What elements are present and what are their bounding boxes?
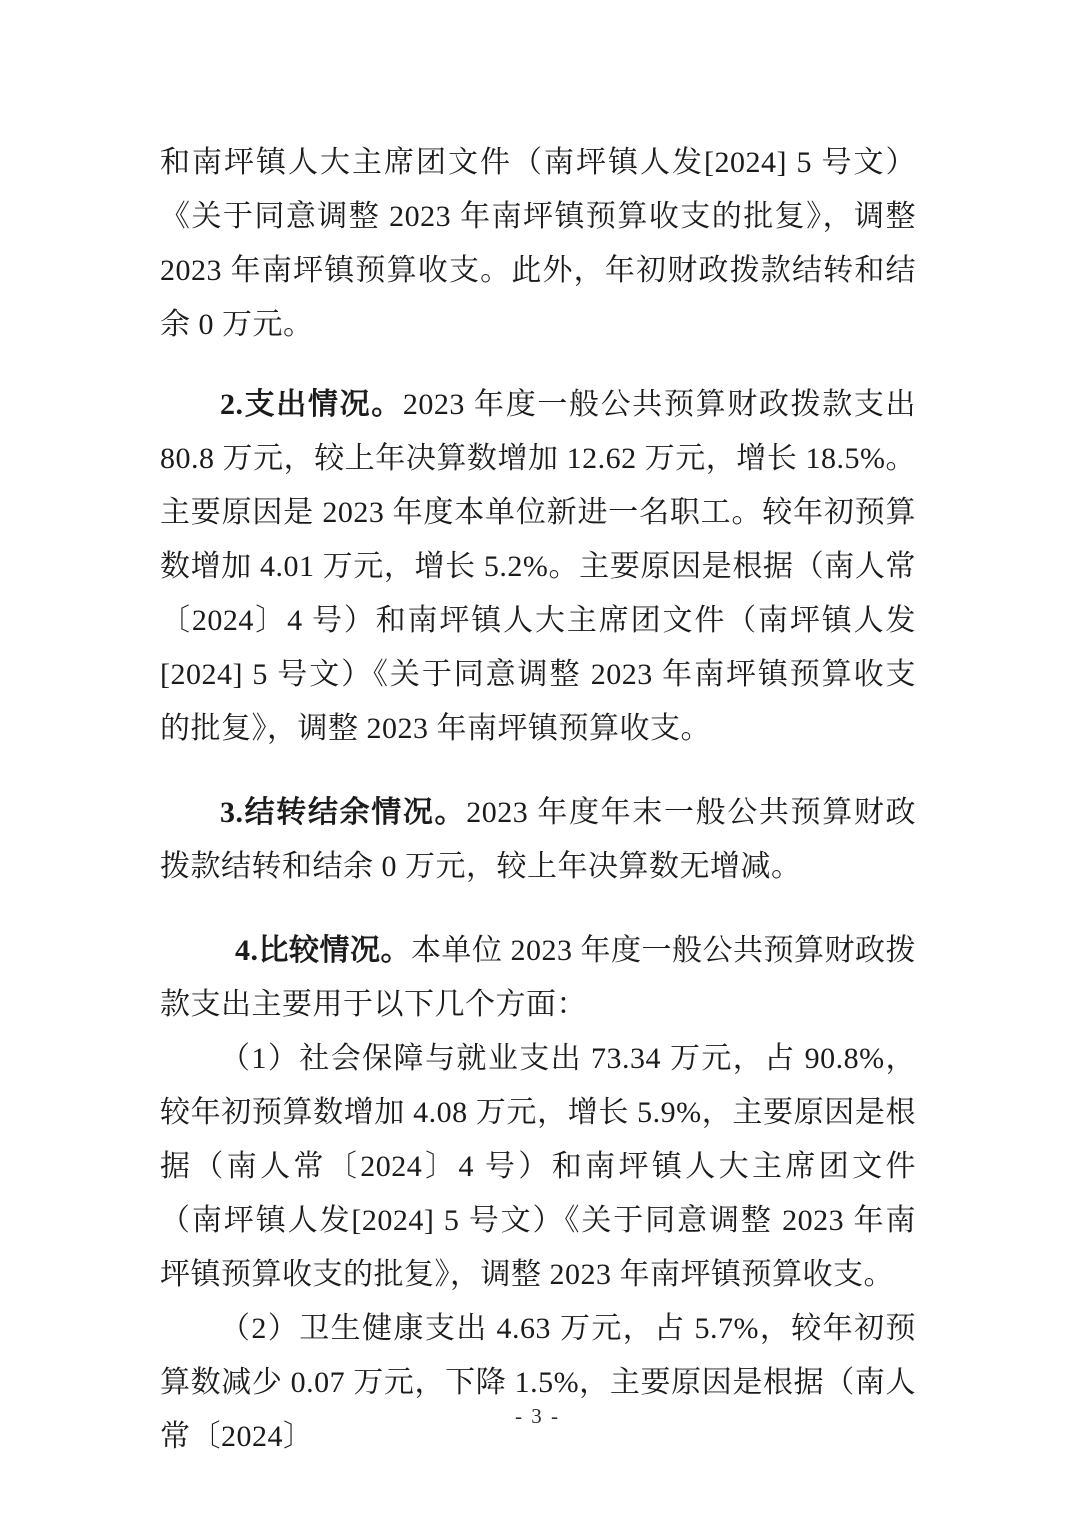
paragraph-section-3 (160, 786, 916, 894)
paragraph-lead: 2.支出情况。 (220, 388, 403, 421)
paragraph-text: 2023 年度一般公共预算财政拨款支出 80.8 万元，较上年决算数增加 12.62 万元，增长 18.5%。主要原因是 2023 年度本单位新进一名职工。较年初预算数增加 4.01 万元，增长 5.2%。主要原因是根据（南人常〔2024〕4 号）和南坪镇人大主席团文件（南坪镇人发[2024] 5 号文）《关于同意调整 2023 年南坪镇预算收支的批复》，调整 2023 年南坪镇预算收支。 (160, 388, 917, 745)
paragraph-lead: 4.比较情况。 (235, 934, 411, 967)
page-number: - 3 - (515, 1404, 560, 1428)
paragraph (160, 136, 916, 352)
paragraph-text: （2）卫生健康支出 4.63 万元，占 5.7%，较年初预算数减少 0.07 万元，下降 1.5%，主要原因是根据（南人常〔2024〕 (160, 1312, 916, 1453)
paragraph-item-2 (160, 1302, 916, 1464)
paragraph-text: 和南坪镇人大主席团文件（南坪镇人发[2024] 5 号文）《关于同意调整 2023 年南坪镇预算收支的批复》，调整 2023 年南坪镇预算收支。此外，年初财政拨款结转和结余 0 万元。 (160, 146, 916, 341)
paragraph-text: 2023 年度年末一般公共预算财政拨款结转和结余 0 万元，较上年决算数无增减。 (160, 796, 917, 883)
paragraph-lead: 3.结转结余情况。 (220, 796, 467, 829)
paragraph-text: 本单位 2023 年度一般公共预算财政拨款支出主要用于以下几个方面： (160, 934, 916, 1021)
paragraph-section-2 (160, 378, 916, 756)
page-footer (0, 1404, 1075, 1429)
paragraph-text: （1）社会保障与就业支出 73.34 万元，占 90.8%，较年初预算数增加 4.08 万元，增长 5.9%，主要原因是根据（南人常〔2024〕4 号）和南坪镇人大主席团文件（南坪镇人发[2024] 5 号文）《关于同意调整 2023 年南坪镇预算收支的批复》，调整 2023 年南坪镇预算收支。 (160, 1042, 916, 1291)
document-body (160, 136, 916, 1464)
paragraph-item-1 (160, 1032, 916, 1302)
paragraph-section-4 (160, 924, 916, 1032)
